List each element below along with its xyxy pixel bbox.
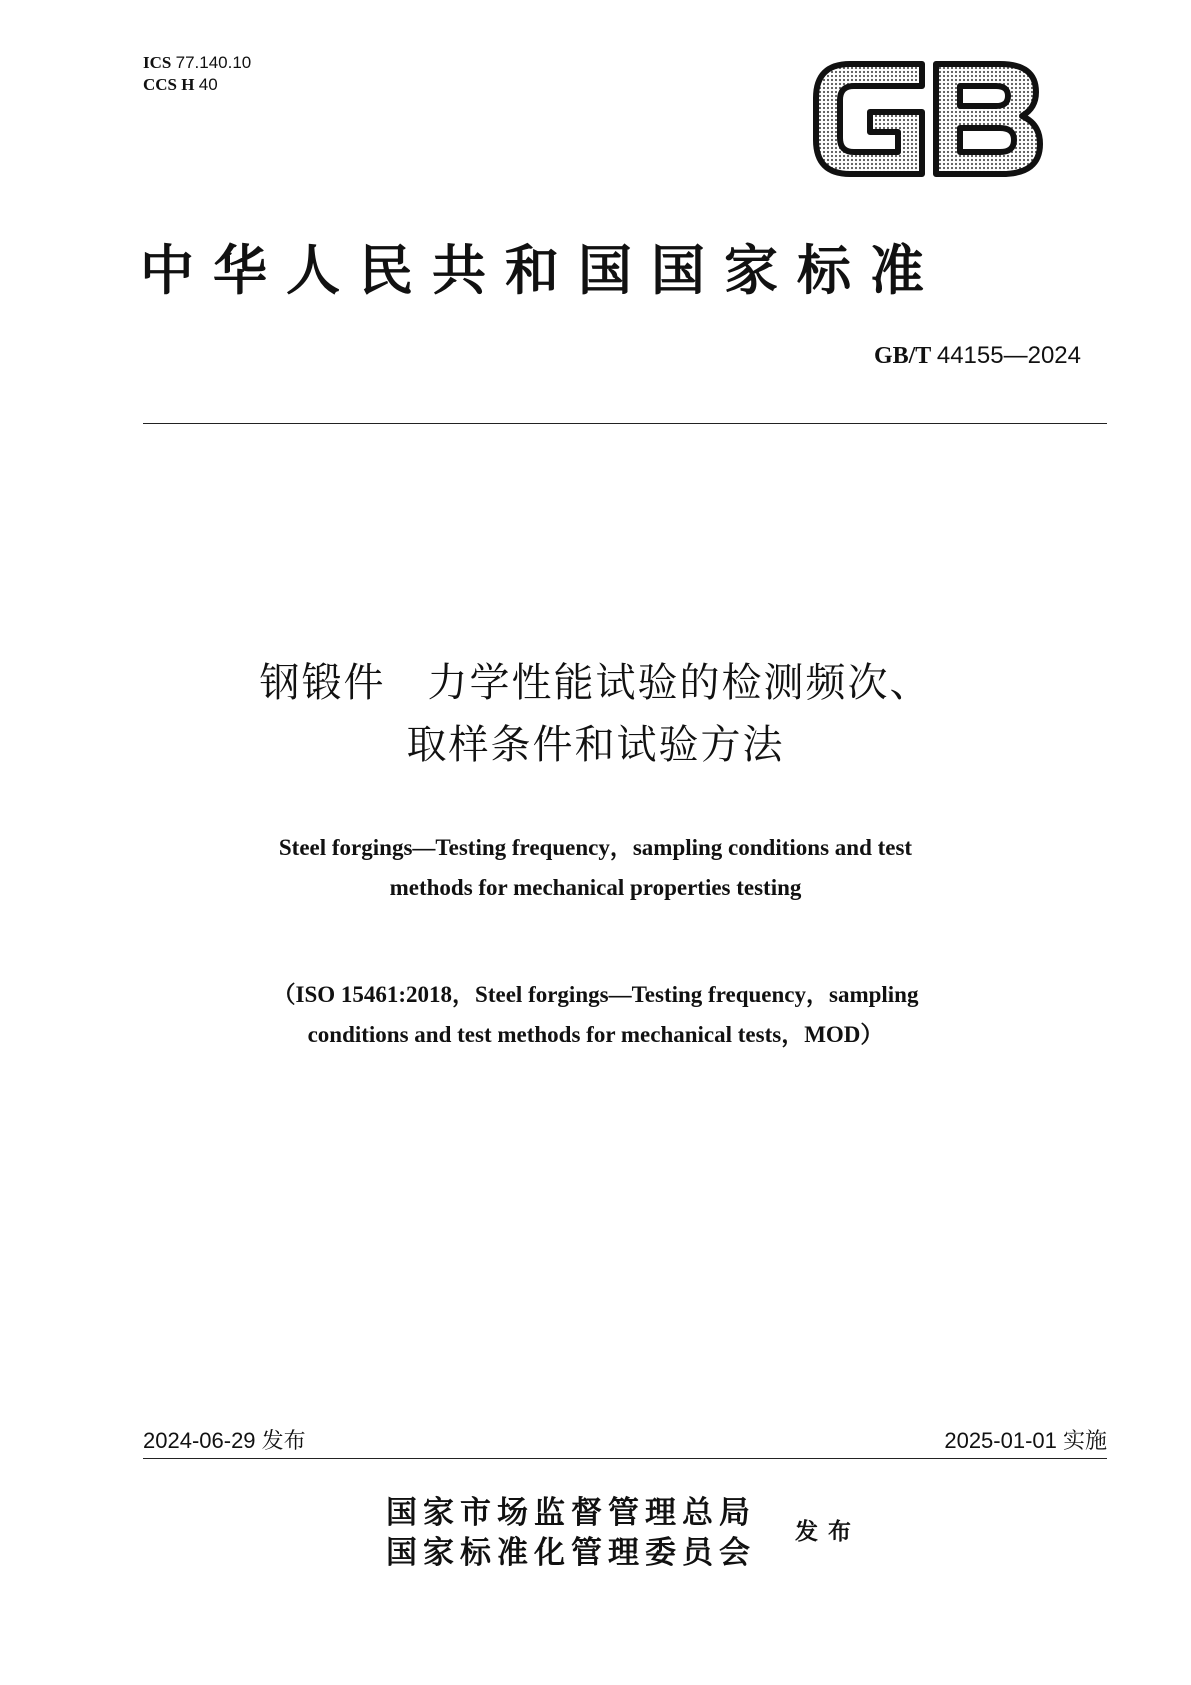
ccs-letter: H xyxy=(181,75,195,94)
ccs-line xyxy=(143,74,251,96)
iso-reference-line-2: conditions and test methods for mechanical tests，MOD） xyxy=(307,1022,884,1047)
ccs-code: 40 xyxy=(198,75,218,94)
english-title xyxy=(0,828,1191,908)
publish-date: 2024-06-29 发布 xyxy=(143,1428,306,1453)
gb-logo-icon xyxy=(810,58,1045,180)
ics-label: ICS xyxy=(143,53,172,72)
chinese-title-line-1: 钢锻件 力学性能试验的检测频次、 xyxy=(259,660,932,706)
iso-reference-line-1: （ISO 15461:2018，Steel forgings—Testing frequency，sampling xyxy=(272,982,919,1007)
chinese-title-line-2: 取样条件和试验方法 xyxy=(406,722,785,768)
issue-label: 发布 xyxy=(795,1518,861,1545)
issuer-sac: 国家标准化管理委员会 xyxy=(386,1535,756,1571)
standard-number xyxy=(874,342,1081,370)
ics-code: 77.140.10 xyxy=(175,53,252,72)
implement-date: 2025-01-01 实施 xyxy=(944,1428,1107,1453)
chinese-title xyxy=(0,652,1191,776)
issuing-authorities xyxy=(386,1493,756,1573)
english-title-line-2: methods for mechanical properties testing xyxy=(389,875,802,900)
ccs-label: CCS xyxy=(143,75,178,94)
classification-codes xyxy=(143,52,251,96)
ics-line xyxy=(143,52,251,74)
english-title-line-1: Steel forgings—Testing frequency，sampling conditions and test xyxy=(278,835,913,860)
iso-reference xyxy=(0,975,1191,1055)
standard-number-value: 44155—2024 xyxy=(936,342,1081,369)
bottom-divider xyxy=(143,1458,1107,1459)
top-divider xyxy=(143,423,1107,424)
standard-category-title: 中华人民共和国国家标准 xyxy=(140,238,943,302)
issuer-samr: 国家市场监督管理总局 xyxy=(386,1495,756,1531)
standard-prefix: GB/T xyxy=(873,343,931,369)
